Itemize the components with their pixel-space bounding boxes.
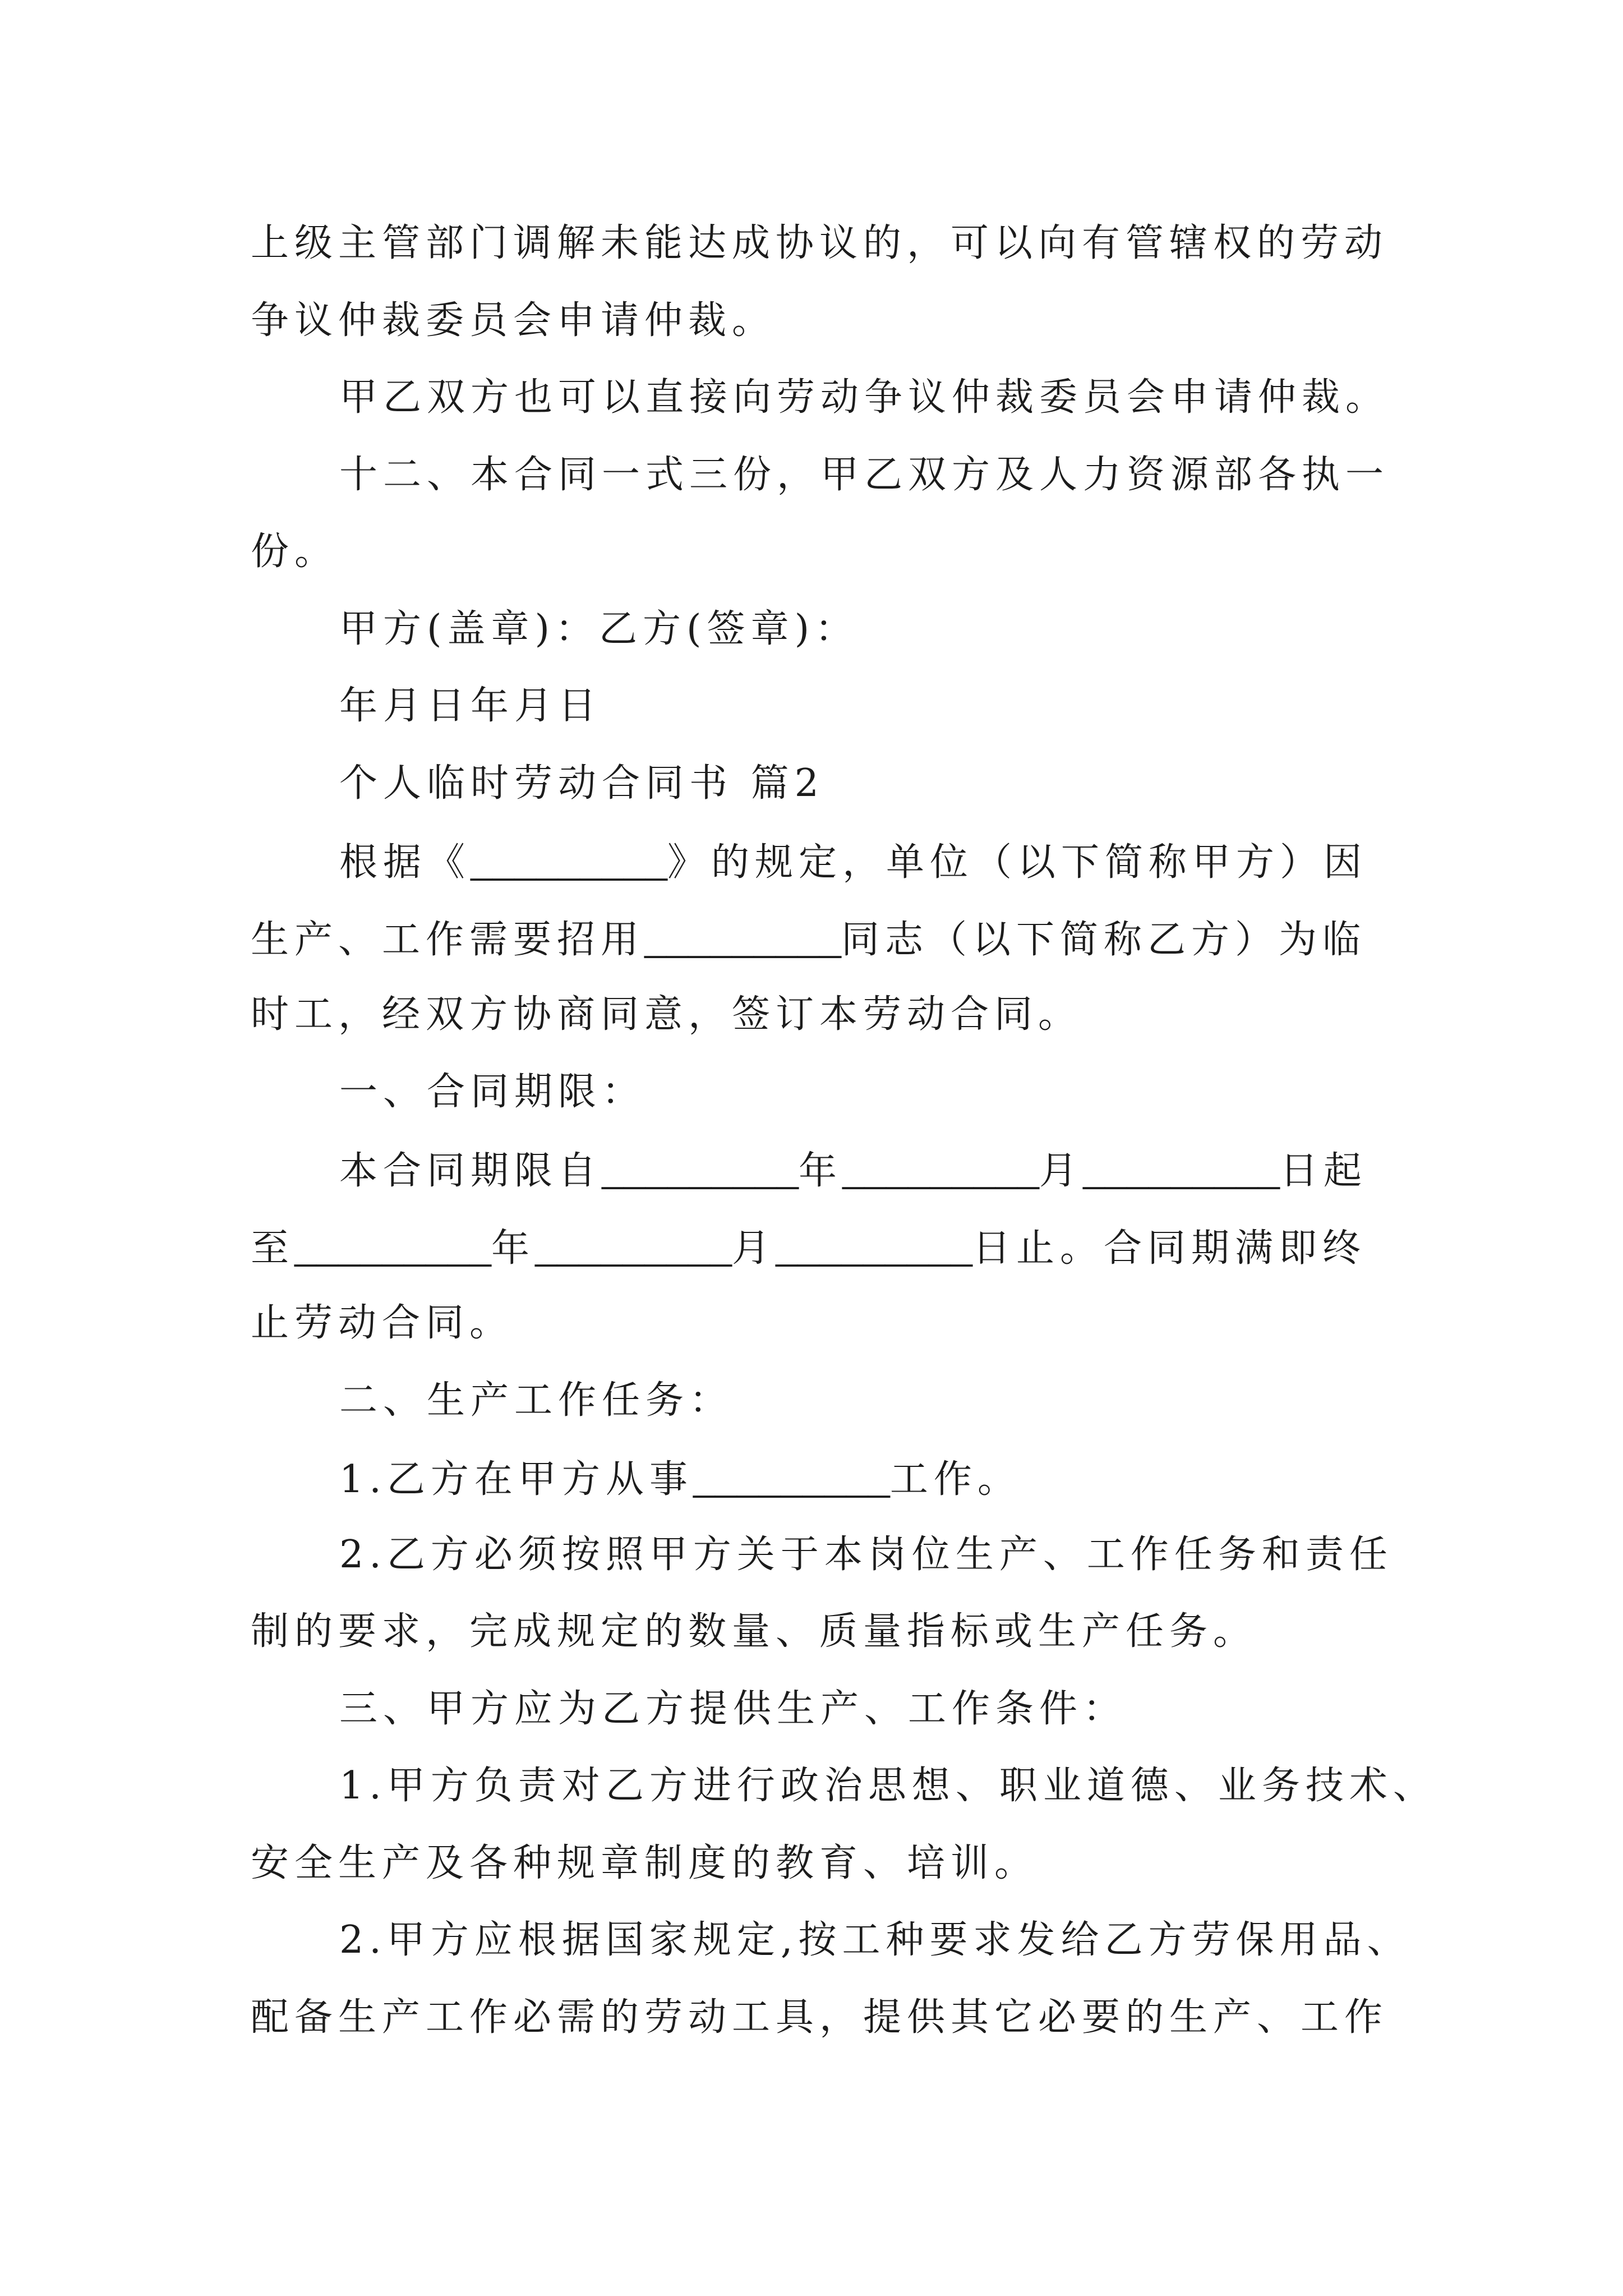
text-line: 根据《_________》的规定，单位（以下简称甲方）因 (339, 836, 1368, 885)
document-body (251, 205, 1484, 2056)
blank-field: _________ (644, 913, 842, 962)
text-line: 二、生产工作任务： (339, 1378, 734, 1423)
text-line: 时工，经双方协商同意，签订本劳动合同。 (251, 992, 1082, 1037)
paragraph (251, 1516, 1484, 1671)
signature-line (251, 591, 1484, 668)
text-line: 个人临时劳动合同书 篇2 (339, 761, 824, 806)
blank-field: _________ (294, 1221, 492, 1271)
text-line: 份。 (251, 530, 339, 574)
paragraph (251, 436, 1484, 591)
text-line: 本合同期限自_________年_________月_________日起 (339, 1144, 1368, 1193)
text-line: 至_________年_________月_________日止。合同期满即终 (251, 1221, 1367, 1271)
paragraph (251, 1747, 1484, 1902)
date-line (251, 668, 1484, 745)
text-line: 安全生产及各种规章制度的教育、培训。 (251, 1841, 1039, 1885)
paragraph (251, 205, 1484, 359)
blank-field: _________ (1083, 1144, 1280, 1193)
paragraph (251, 359, 1484, 436)
blank-field: _________ (693, 1453, 890, 1502)
blank-field: _________ (535, 1221, 732, 1271)
text-line: 一、合同期限： (339, 1069, 646, 1114)
text-line: 甲乙双方也可以直接向劳动争议仲裁委员会申请仲裁。 (339, 375, 1390, 420)
text-line: 2.甲方应根据国家规定,按工种要求发给乙方劳保用品、 (339, 1918, 1411, 1962)
text-line: 十二、本合同一式三份，甲乙双方及人力资源部各执一 (339, 452, 1390, 497)
clause-heading (251, 1671, 1484, 1748)
clause-heading (251, 1053, 1484, 1131)
text-line: 配备生产工作必需的劳动工具，提供其它必要的生产、工作 (251, 1995, 1389, 2040)
blank-field: _________ (842, 1144, 1040, 1193)
text-line: 生产、工作需要招用_________同志（以下简称乙方）为临 (251, 913, 1367, 962)
text-line: 制的要求，完成规定的数量、质量指标或生产任务。 (251, 1609, 1257, 1654)
section-title (251, 745, 1484, 822)
paragraph (251, 1902, 1484, 2056)
text-line: 上级主管部门调解未能达成协议的，可以向有管辖权的劳动 (251, 221, 1389, 265)
text-line: 三、甲方应为乙方提供生产、工作条件： (339, 1686, 1127, 1731)
paragraph (251, 1130, 1484, 1362)
clause-heading (251, 1362, 1484, 1439)
blank-field: _________ (471, 836, 668, 885)
paragraph (251, 1439, 1484, 1516)
text-line: 年月日年月日 (339, 684, 602, 728)
text-line: 2.乙方必须按照甲方关于本岗位生产、工作任务和责任 (339, 1532, 1393, 1577)
text-line: 甲方(盖章)：乙方(签章)： (339, 606, 859, 651)
text-line: 1.甲方负责对乙方进行政治思想、职业道德、业务技术、 (339, 1764, 1437, 1808)
text-line: 争议仲裁委员会申请仲裁。 (251, 298, 776, 343)
text-line: 1.乙方在甲方从事_________工作。 (339, 1453, 1021, 1502)
blank-field: _________ (776, 1221, 973, 1271)
blank-field: _________ (602, 1144, 799, 1193)
paragraph (251, 822, 1484, 1053)
text-line: 止劳动合同。 (251, 1301, 514, 1345)
